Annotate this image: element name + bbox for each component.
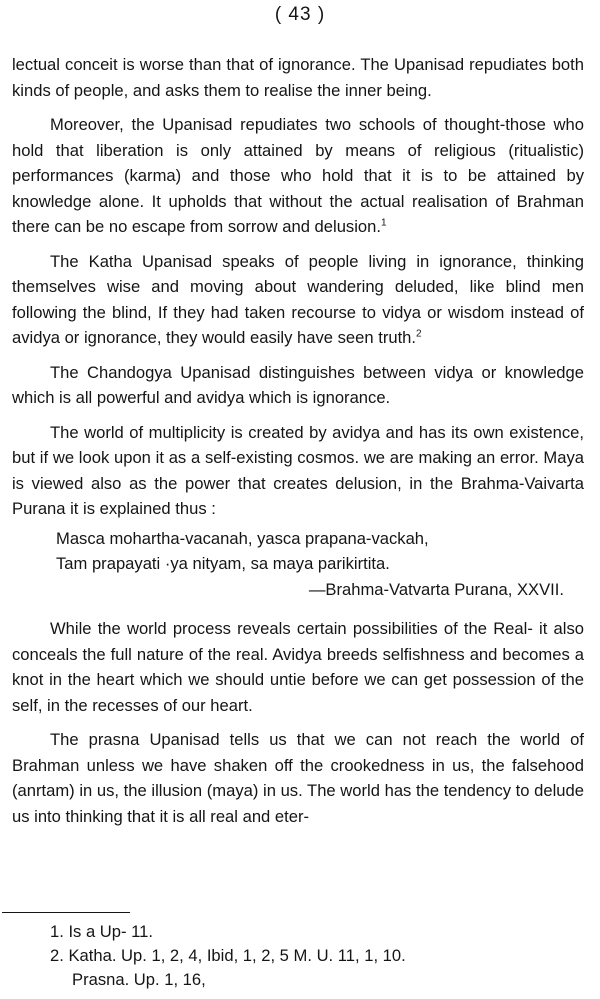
footnotes bbox=[50, 920, 590, 992]
paragraph-2-text: Moreover, the Upanisad repudiates two schools of thought-those who hold that liberation is only attained by means of religious (ritualistic) performances (karma) and those who hold that it is to be attained by knowledge alone. It upholds that without the actual realisation of Brahman there can be no escape from sorrow and delusion. bbox=[12, 115, 584, 236]
footnote-1: 1. Is a Up- 11. bbox=[50, 922, 153, 941]
paragraph-7 bbox=[12, 727, 584, 829]
paragraph-1 bbox=[12, 52, 584, 103]
paragraph-2 bbox=[12, 112, 584, 240]
verse-line-1: Masca mohartha-vacanah, yasca prapana-vackah, bbox=[56, 528, 429, 548]
footnote-mark-1: 1 bbox=[380, 217, 387, 229]
paragraph-6 bbox=[12, 616, 584, 718]
paragraph-3 bbox=[12, 249, 584, 351]
footnote-mark-2: 2 bbox=[416, 328, 422, 340]
verse-line-2: Tam prapayati ·ya nityam, sa maya parikirtita. bbox=[56, 554, 390, 573]
paragraph-7-text: The prasna Upanisad tells us that we can not reach the world of Brahman unless we have shaken off the crookedness in us, the falsehood (anrtam) in us, the illusion (maya) in us. The world has the tendency to delude us into thinking that it is all real and eter- bbox=[12, 730, 584, 826]
paragraph-1-text: lectual conceit is worse than that of ignorance. The Upanisad repudiates both kinds of people, and asks them to realise the inner being. bbox=[12, 55, 584, 100]
footnote-2: 2. Katha. Up. 1, 2, 4, Ibid, 1, 2, 5 M. U. 11, 1, 10. bbox=[50, 946, 406, 965]
body-text bbox=[12, 52, 584, 838]
paragraph-3-text: The Katha Upanisad speaks of people living in ignorance, thinking themselves wise and moving about wandering deluded, like blind men following the blind, If they had taken recourse to vidya or wisdom instead of avidya or ignorance, they would easily have seen truth. bbox=[12, 251, 584, 347]
verse-quotation bbox=[12, 526, 584, 603]
paragraph-4-text: The Chandogya Upanisad distinguishes between vidya or knowledge which is all powerful and avidya which is ignorance. bbox=[12, 362, 584, 407]
paragraph-5-text: The world of multiplicity is created by avidya and has its own existence, but if we look upon it as a self-existing cosmos. we are making an error. Maya is viewed also as the power that creates delusion, in the Brahma-Vaivarta Purana it is explained thus : bbox=[12, 422, 584, 518]
footnote-2-continued: Prasna. Up. 1, 16, bbox=[72, 970, 206, 989]
verse-source: —Brahma-Vatvarta Purana, XXVII. bbox=[308, 579, 564, 599]
paragraph-5 bbox=[12, 420, 584, 522]
paragraph-4 bbox=[12, 360, 584, 411]
footnote-divider bbox=[2, 912, 130, 913]
paragraph-6-text: While the world process reveals certain possibilities of the Real- it also conceals the full nature of the real. Avidya breeds selfishness and becomes a knot in the heart which we should untie before we can get possession of the self, in the recesses of our heart. bbox=[12, 619, 584, 715]
page-number: ( 43 ) bbox=[274, 4, 326, 25]
